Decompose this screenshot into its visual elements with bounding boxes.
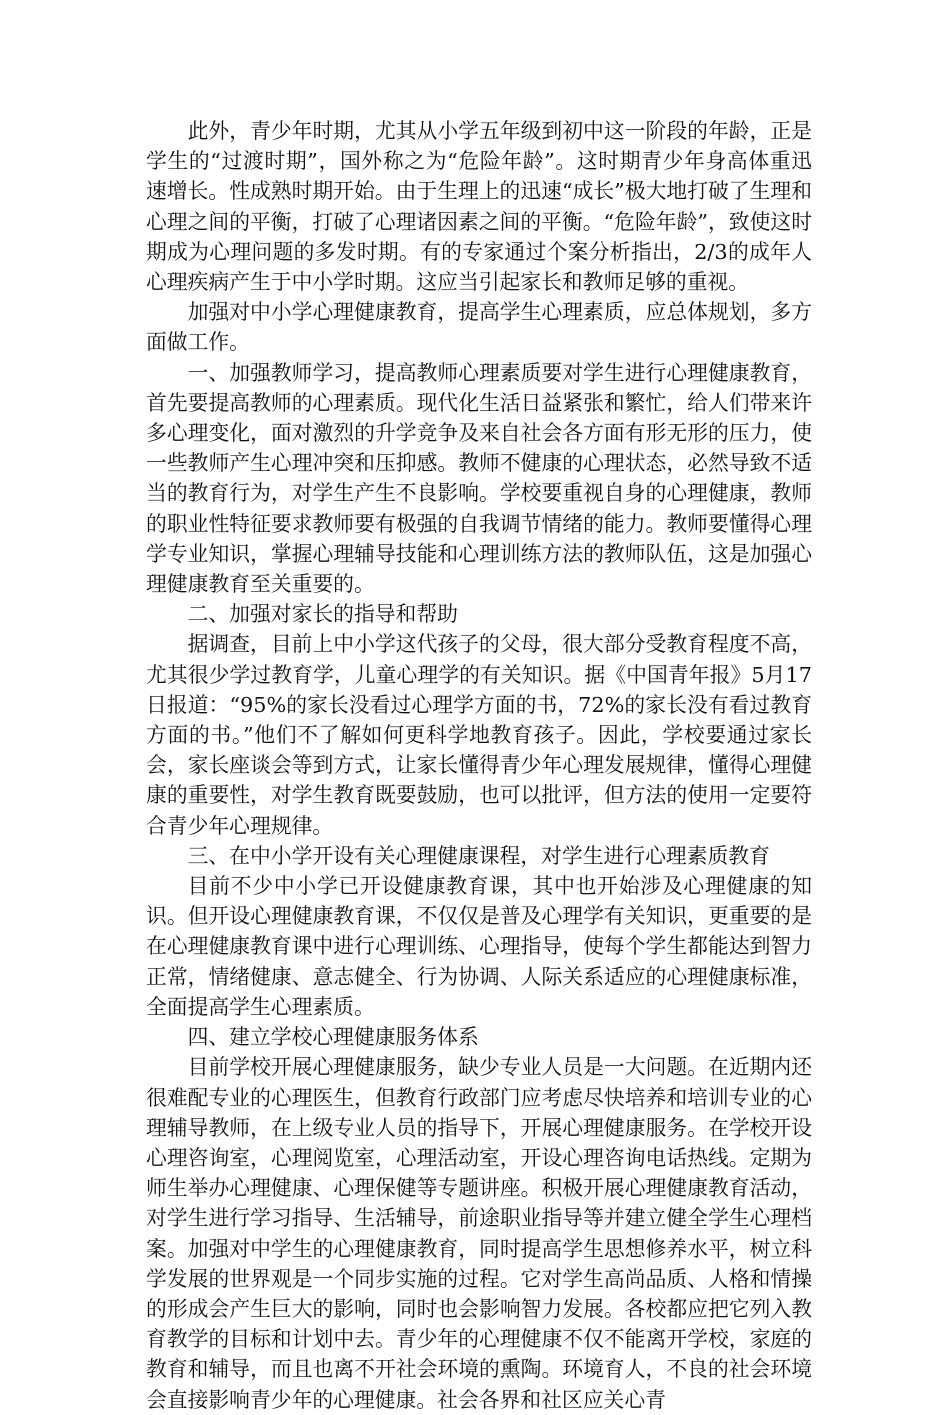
paragraph-service-system: 目前学校开展心理健康服务，缺少专业人员是一大问题。在近期内还很难配专业的心理医生，但教育行政部门应考虑尽快培养和培训专业的心理辅导教师，在上级专业人员的指导下，开展心理健康服务。在学校开设心理咨询室，心理阅览室，心理活动室，开设心理咨询电话热线。定期为师生举办心理健康、心理保健等专题讲座。积极开展心理健康教育活动，对学生进行学习指导、生活辅导，前途职业指导等并建立健全学生心理档案。加强对中学生的心理健康教育，同时提高学生思想修养水平，树立科学发展的世界观是一个同步实施的过程。它对学生高尚品质、人格和情操的形成会产生巨大的影响，同时也会影响智力发展。各校都应把它列入教育教学的目标和计划中去。青少年的心理健康不仅不能离开学校，家庭的教育和辅导，而且也离不开社会环境的熏陶。环境育人，不良的社会环境会直接影响青少年的心理健康。社会各界和社区应关心青 — [146, 1055, 812, 1412]
heading-health-courses: 三、在中小学开设有关心理健康课程，对学生进行心理素质教育 — [187, 843, 770, 868]
document-body — [146, 116, 812, 1415]
paragraph-teacher-learning: 一、加强教师学习，提高教师心理素质要对学生进行心理健康教育，首先要提高教师的心理素质。现代化生活日益紧张和繁忙，给人们带来许多心理变化，面对激烈的升学竞争及来自社会各方面有形无形的压力，使一些教师产生心理冲突和压抑感。教师不健康的心理状态，必然导致不适当的教育行为，对学生产生不良影响。学校要重视自身的心理健康，教师的职业性特征要求教师要有极强的自我调节情绪的能力。教师要懂得心理学专业知识，掌握心理辅导技能和心理训练方法的教师队伍，这是加强心理健康教育至关重要的。 — [146, 360, 812, 597]
paragraph-transition-period: 此外，青少年时期，尤其从小学五年级到初中这一阶段的年龄，正是学生的“过渡时期”，国外称之为“危险年龄”。这时期青少年身高体重迅速增长。性成熟时期开始。由于生理上的迅速“成长”极大地打破了生理和心理之间的平衡，打破了心理诸因素之间的平衡。“危险年龄”，致使这时期成为心理问题的多发时期。有的专家通过个案分析指出，2/3的成年人心理疾病产生于中小学时期。这应当引起家长和教师足够的重视。 — [146, 119, 812, 295]
heading-service-system: 四、建立学校心理健康服务体系 — [187, 1025, 479, 1050]
paragraph-overall-plan: 加强对中小学心理健康教育，提高学生心理素质，应总体规划，多方面做工作。 — [146, 300, 812, 355]
heading-parent-guidance: 二、加强对家长的指导和帮助 — [187, 602, 458, 627]
paragraph-health-courses: 目前不少中小学已开设健康教育课，其中也开始涉及心理健康的知识。但开设心理健康教育课，不仅仅是普及心理学有关知识，更重要的是在心理健康教育课中进行心理训练、心理指导，使每个学生都能达到智力正常，情绪健康、意志健全、行为协调、人际关系适应的心理健康标准，全面提高学生心理素质。 — [146, 874, 812, 1019]
paragraph-parent-survey: 据调查，目前上中小学这代孩子的父母，很大部分受教育程度不高，尤其很少学过教育学，儿童心理学的有关知识。据《中国青年报》5月17日报道：“95%的家长没看过心理学方面的书，72%的家长没有看过教育方面的书。”他们不了解如何更科学地教育孩子。因此，学校要通过家长会，家长座谈会等到方式，让家长懂得青少年心理发展规律，懂得心理健康的重要性，对学生教育既要鼓励，也可以批评，但方法的使用一定要符合青少年心理规律。 — [146, 632, 812, 838]
